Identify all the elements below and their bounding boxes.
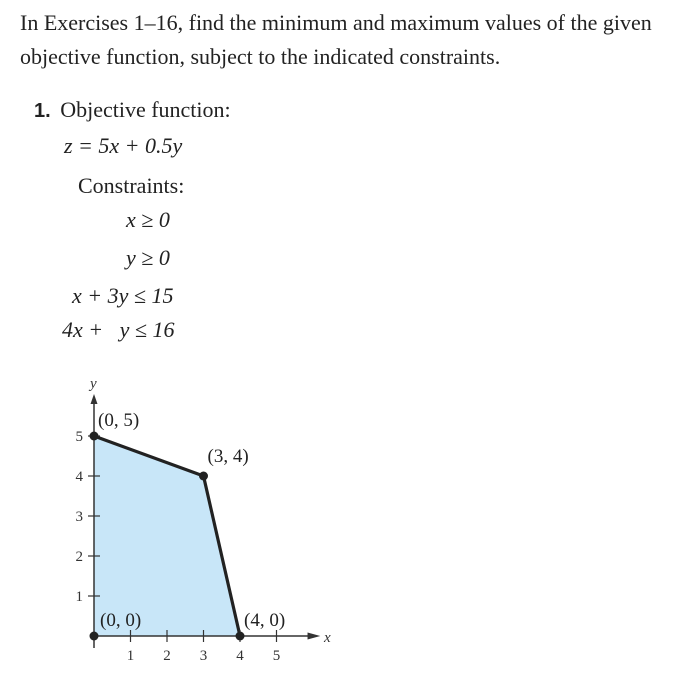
x-tick-label: 4 — [236, 648, 244, 664]
vertex-point — [236, 632, 245, 641]
exercise-number: 1. — [34, 100, 51, 122]
y-axis-arrow — [91, 394, 98, 404]
y-axis-label: y — [90, 380, 97, 392]
x-tick-label: 1 — [126, 648, 135, 664]
vertex-label: (4, 0) — [244, 610, 286, 631]
x-tick-label: 2 — [163, 648, 171, 664]
x-tick-label: 3 — [199, 648, 208, 664]
y-tick-label: 5 — [75, 429, 83, 445]
y-tick-label: 4 — [75, 469, 83, 485]
objective-function: z = 5x + 0.5y — [64, 133, 183, 158]
x-tick-label: 5 — [272, 648, 281, 664]
x-axis-label: x — [323, 630, 331, 646]
vertex-point — [199, 472, 208, 481]
feasible-region-graph — [0, 380, 340, 690]
constraint-3: x + 3y ≤ 15 — [72, 283, 174, 308]
constraint-2: y ≥ 0 — [126, 245, 170, 270]
constraint-1: x ≥ 0 — [126, 207, 170, 232]
y-tick-label: 3 — [75, 509, 83, 525]
vertex-point — [90, 432, 99, 441]
exercise-instructions: In Exercises 1–16, find the minimum and maximum values of the given objective function, subject to the indicated constraints. — [20, 10, 652, 69]
vertex-label: (0, 0) — [100, 610, 142, 631]
y-tick-label: 2 — [75, 549, 83, 565]
vertex-point — [90, 632, 99, 641]
vertex-label: (3, 4) — [207, 446, 249, 467]
constraints-label: Constraints: — [78, 173, 185, 198]
vertex-label: (0, 5) — [98, 410, 140, 431]
exercise-heading — [34, 96, 231, 125]
y-tick-label: 1 — [75, 589, 83, 605]
x-axis-arrow — [308, 633, 321, 640]
constraint-4: 4x + y ≤ 16 — [62, 317, 175, 342]
objective-function-label: Objective function: — [60, 97, 231, 122]
